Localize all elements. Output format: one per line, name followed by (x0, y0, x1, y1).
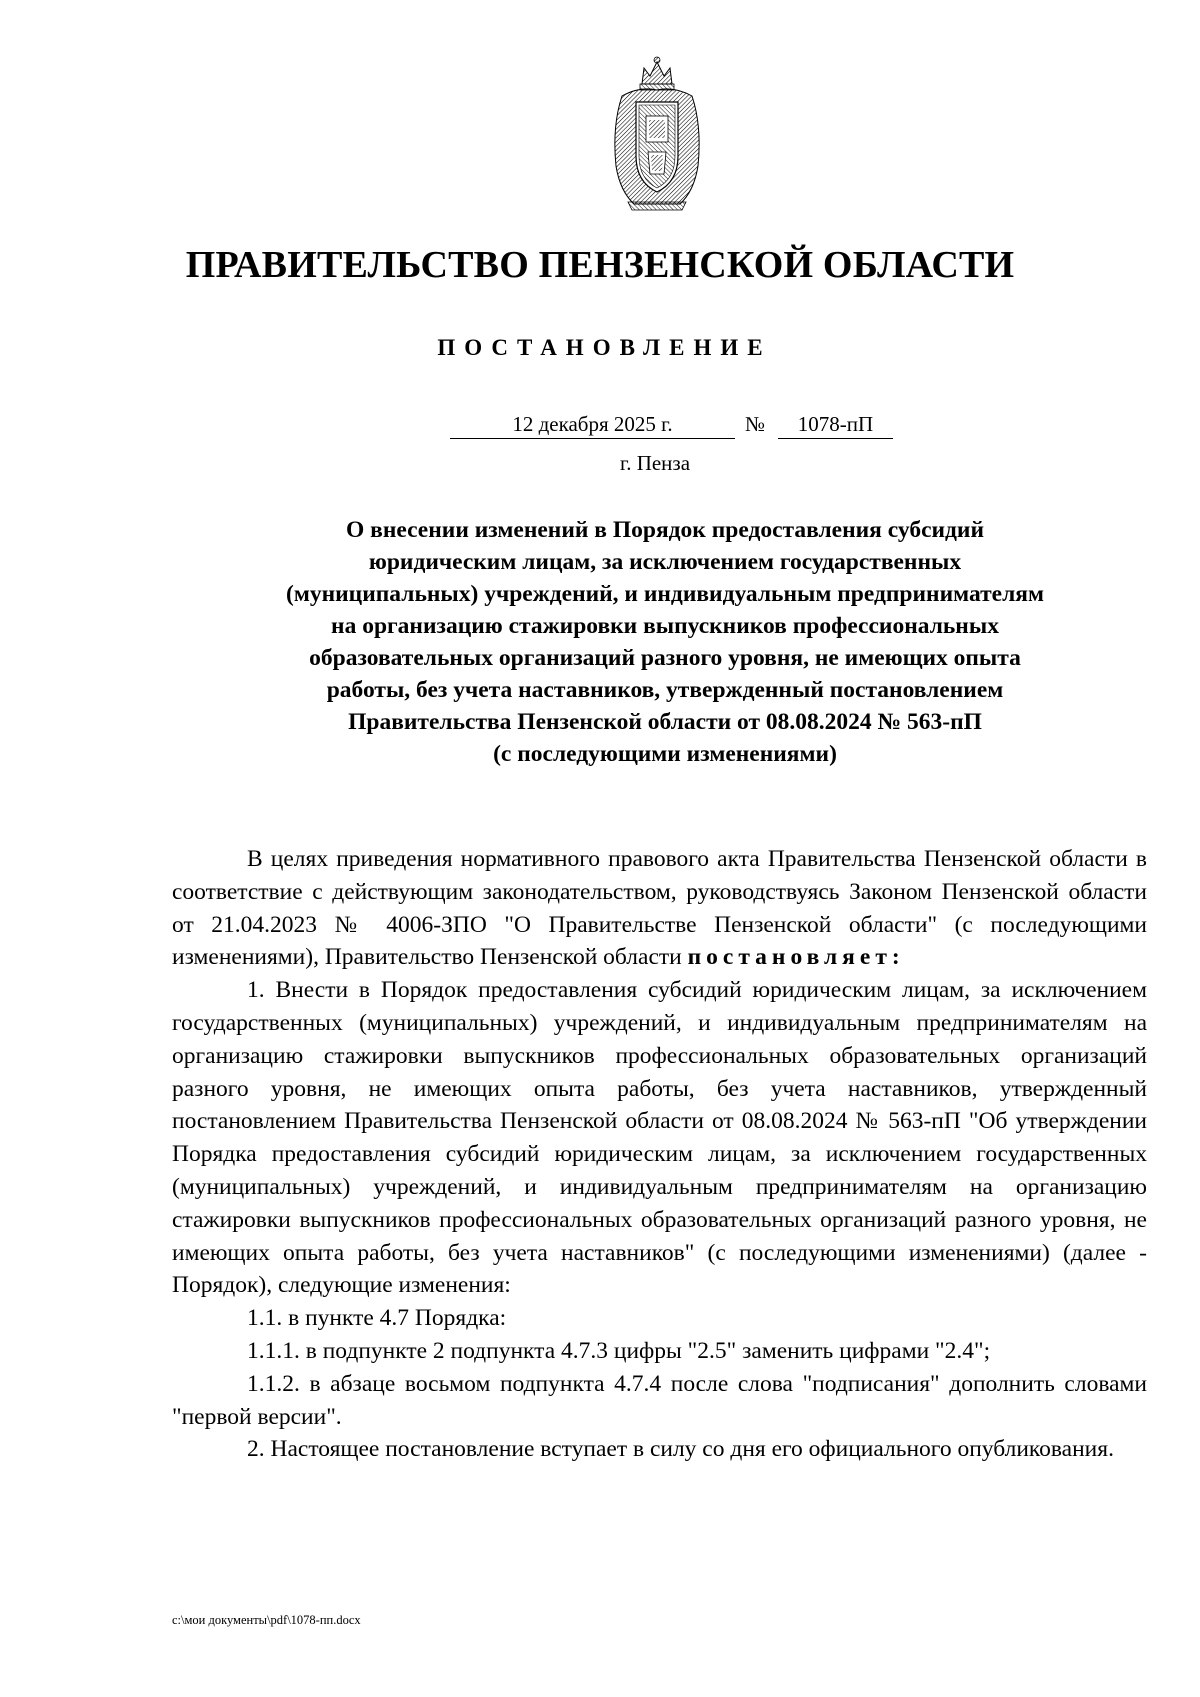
subject-line: на организацию стажировки выпускников профессиональных (331, 613, 999, 639)
subject-line: (с последующими изменениями) (493, 741, 837, 767)
preamble-text: В целях приведения нормативного правового акта Правительства Пензенской области в соответствие с действующим законодательством, руководствуясь Законом Пензенской области от 21.04.2023 № 4006-ЗПО "О Правительстве Пензенской области" (с последующими изменениями), Правительство Пензенской области (172, 846, 1147, 971)
subject-line: Правительства Пензенской области от 08.08.2024 № 563-пП (348, 709, 982, 735)
paragraph-1-1: 1.1. в пункте 4.7 Порядка: (247, 1305, 507, 1332)
subject-line: образовательных организаций разного уровня, не имеющих опыта (309, 645, 1021, 671)
paragraph-1-1-1: 1.1.1. в подпункте 2 подпункта 4.7.3 цифры "2.5" заменить цифрами "2.4"; (247, 1337, 991, 1364)
coat-of-arms-icon (604, 56, 710, 212)
paragraph-1-1-2: 1.1.2. в абзаце восьмом подпункта 4.7.4 после слова "подписания" дополнить словами "первой версии". (172, 1370, 1147, 1430)
document-subject (150, 514, 1180, 770)
document-number: 1078-пП (778, 410, 893, 439)
document-date: 12 декабря 2025 г. (450, 410, 735, 439)
government-name: ПРАВИТЕЛЬСТВО ПЕНЗЕНСКОЙ ОБЛАСТИ (185, 244, 1015, 286)
document-type: ПОСТАНОВЛЕНИЕ (437, 335, 772, 360)
subject-line: юридическим лицам, за исключением государственных (368, 549, 962, 575)
document-body (172, 843, 1147, 1466)
subject-line: работы, без учета наставников, утвержденный постановлением (326, 677, 1004, 703)
preamble-paragraph (172, 843, 1147, 974)
subject-line: О внесении изменений в Порядок предоставления субсидий (345, 517, 985, 543)
decree-word: постановляет: (687, 944, 905, 971)
paragraph-2: 2. Настоящее постановление вступает в силу со дня его официального опубликования. (247, 1436, 1114, 1463)
footer-file-path: c:\мои документы\pdf\1078-пп.docx (172, 1613, 361, 1627)
paragraph-1: 1. Внести в Порядок предоставления субсидий юридическим лицам, за исключением государственных (муниципальных) учреждений, и индивидуальным предпринимателям на организацию стажировки выпускников профессиональных образовательных организаций разного уровня, не имеющих опыта работы, без учета наставников, утвержденный постановлением Правительства Пензенской области от 08.08.2024 № 563-пП "Об утверждении Порядка предоставления субсидий юридическим лицам, за исключением государственных (муниципальных) учреждений, и индивидуальным предпринимателям на организацию стажировки выпускников профессиональных образовательных организаций разного уровня, не имеющих опыта работы, без учета наставников" (с последующими изменениями) (далее - Порядок), следующие изменения: (172, 977, 1147, 1299)
city: г. Пенза (619, 451, 691, 475)
number-sign: № (745, 412, 766, 436)
subject-line: (муниципальных) учреждений, и индивидуальным предпринимателям (286, 581, 1044, 607)
